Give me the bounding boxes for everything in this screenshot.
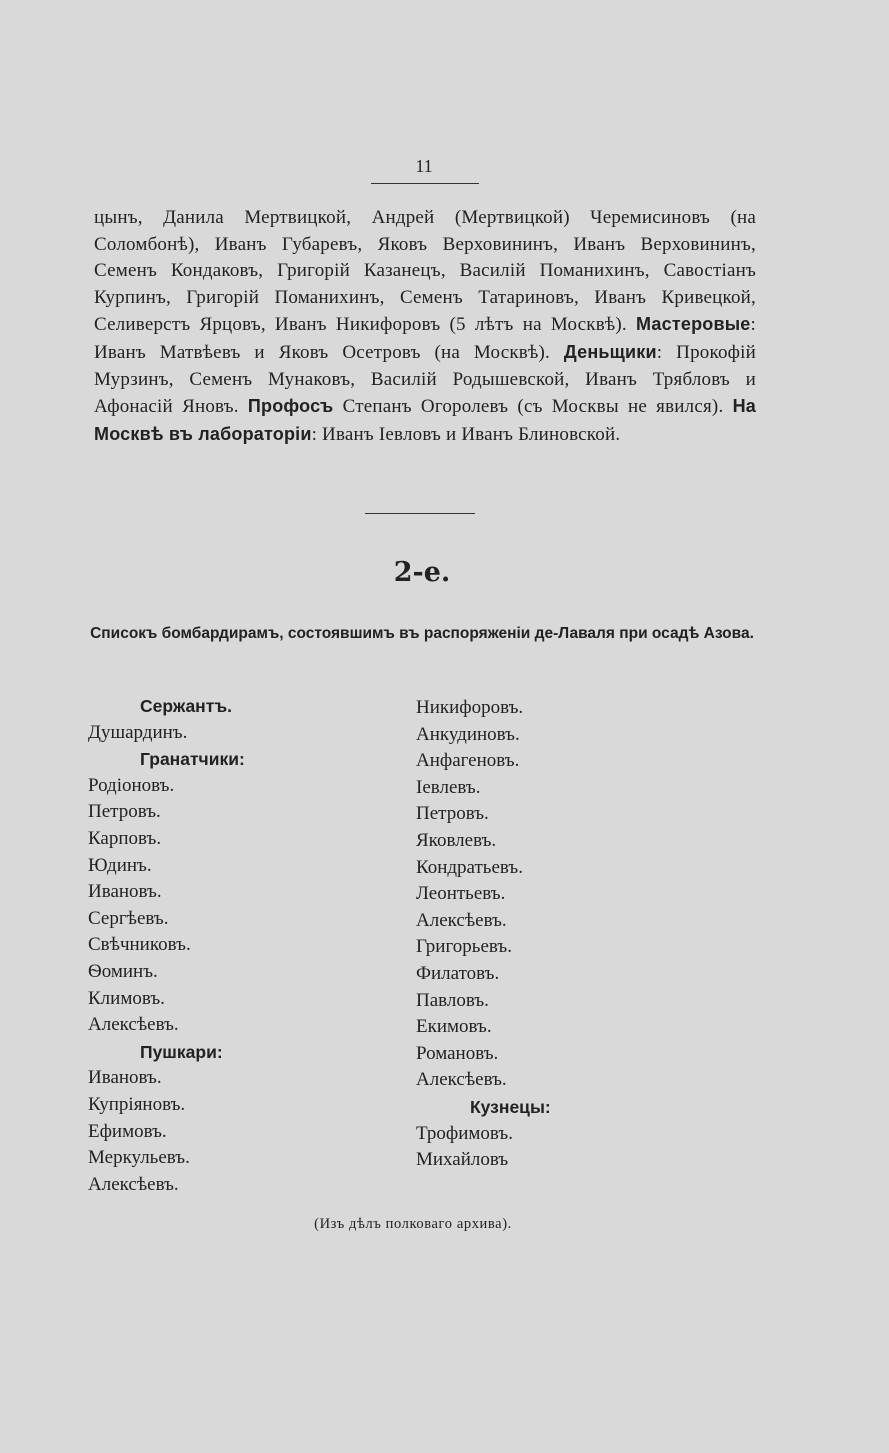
list-item: Трофимовъ. xyxy=(416,1122,513,1144)
list-item: Романовъ. xyxy=(416,1042,499,1064)
paragraph-bold-term: Профосъ xyxy=(247,396,334,417)
list-item: Екимовъ. xyxy=(416,1016,492,1038)
list-item: Климовъ. xyxy=(88,987,165,1009)
paragraph-bold-term: Деньщики xyxy=(563,341,657,362)
list-item: Филатовъ. xyxy=(416,962,500,984)
list-item: Григорьевъ. xyxy=(416,936,512,958)
paragraph-text: : Иванъ Іевловъ и Иванъ Блиновской. xyxy=(311,423,621,445)
page-number: 11 xyxy=(415,156,433,176)
list-item: Ивановъ. xyxy=(88,1067,162,1089)
paragraph-text: цынъ, Данила Мертвицкой, Андрей (Мертвицкой) Черемисиновъ (на Соломбонѣ), Иванъ Губаревъ, Яковъ Верховининъ, Иванъ Верховининъ, Семенъ Кондаковъ, Григорій Казанецъ, Василій Поманихинъ, Савостіанъ Курпинъ, Григорій Поманихинъ, Семенъ Татариновъ, Иванъ Кривецкой, Селиверстъ Ярцовъ, Иванъ Никифоровъ (5 лѣтъ на Москвѣ). xyxy=(94,207,756,336)
list-item: Кондратьевъ. xyxy=(416,856,523,878)
list-item: Алексѣевъ. xyxy=(88,1014,179,1036)
right-column xyxy=(416,695,716,1174)
list-item: Анкудиновъ. xyxy=(416,723,520,745)
list-item: Ѳоминъ. xyxy=(88,960,158,982)
list-item: Алексѣевъ. xyxy=(88,1173,179,1195)
list-group-heading: Кузнецы: xyxy=(470,1096,551,1117)
list-item: Карповъ. xyxy=(88,827,162,849)
body-paragraph xyxy=(94,205,756,448)
paragraph-bold-term: Мастеровые xyxy=(636,314,751,335)
source-note: (Изъ дѣлъ полковаго архива). xyxy=(314,1216,512,1232)
list-item: Душардинъ. xyxy=(88,721,188,743)
paragraph-text: : Прокофій Мурзинъ, Семенъ Мунаковъ, Василій Родышевской, Иванъ Трябловъ и Афонасій Яновъ. xyxy=(94,341,756,418)
list-item: Іевлевъ. xyxy=(416,776,481,798)
list-item: Анфагеновъ. xyxy=(416,750,520,772)
list-item: Меркульевъ. xyxy=(88,1147,190,1169)
list-item: Сергѣевъ. xyxy=(88,907,169,929)
list-item: Павловъ. xyxy=(416,989,489,1011)
list-item: Леонтьевъ. xyxy=(416,883,506,905)
list-item: Родіоновъ. xyxy=(88,774,175,796)
left-column xyxy=(88,693,378,1198)
section-divider xyxy=(365,513,475,514)
list-item: Никифоровъ. xyxy=(416,697,524,718)
list-item: Алексѣевъ. xyxy=(416,909,507,931)
list-item: Юдинъ. xyxy=(88,854,152,876)
list-group-heading: Пушкари: xyxy=(140,1041,223,1062)
list-item: Алексѣевъ. xyxy=(416,1069,507,1091)
list-item: Яковлевъ. xyxy=(416,829,497,851)
list-group-heading: Сержантъ. xyxy=(140,696,232,716)
list-item: Купріяновъ. xyxy=(88,1093,186,1115)
paragraph-text: : Иванъ Матвѣевъ и Яковъ Осетровъ (на Москвѣ). xyxy=(94,314,756,363)
list-title: Списокъ бомбардирамъ, состоявшимъ въ распоряженіи де-Лаваля при осадѣ Азова. xyxy=(90,625,754,642)
list-item: Михайловъ xyxy=(416,1149,509,1171)
list-item: Ивановъ. xyxy=(88,881,162,903)
header-rule xyxy=(371,183,479,184)
section-number: 2-е. xyxy=(393,557,451,588)
list-item: Свѣчниковъ. xyxy=(88,934,191,956)
list-item: Петровъ. xyxy=(88,801,161,823)
paragraph-text: Степанъ Огоролевъ (съ Москвы не явился). xyxy=(333,396,733,418)
list-item: Петровъ. xyxy=(416,803,489,825)
list-item: Ефимовъ. xyxy=(88,1120,167,1142)
list-group-heading: Гранатчики: xyxy=(140,749,245,770)
paragraph-bold-term: На Москвѣ въ лабораторіи xyxy=(94,396,756,444)
